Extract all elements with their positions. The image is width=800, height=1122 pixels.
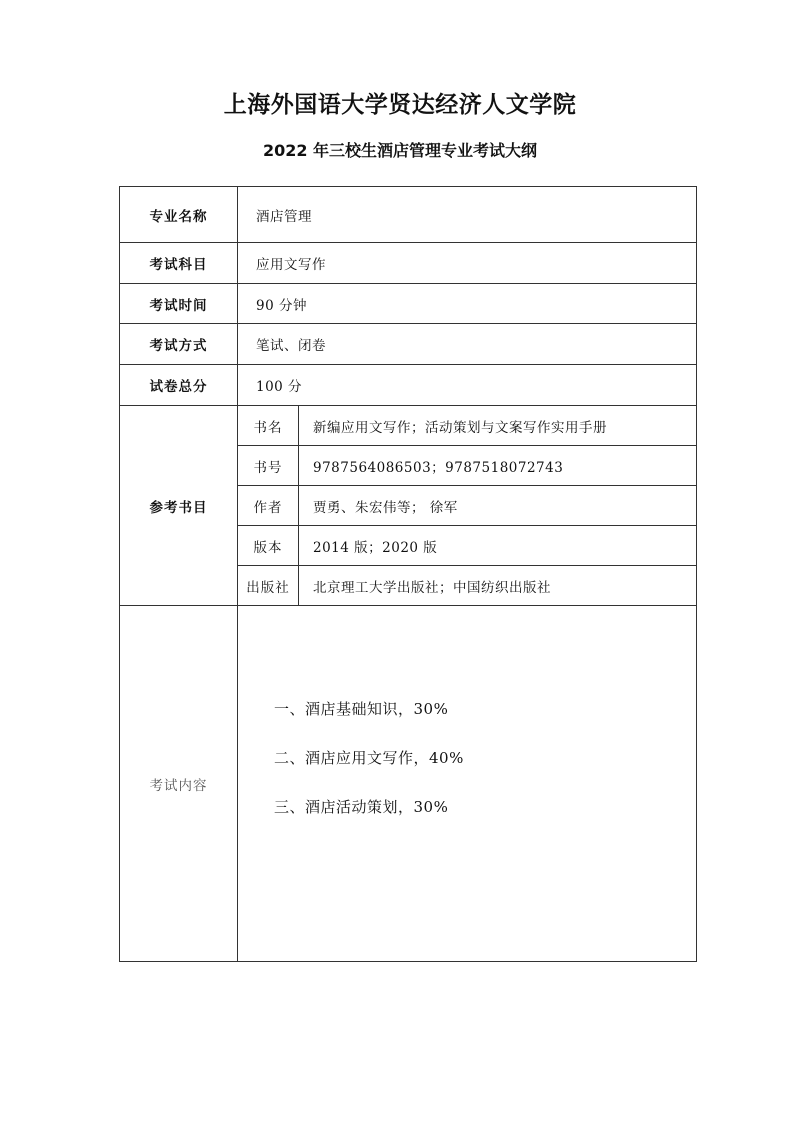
list-item: 一、酒店基础知识，30% <box>274 700 449 718</box>
value-book-title: 新编应用文写作；活动策划与文案写作实用手册 <box>299 406 697 446</box>
table-row-format <box>120 324 697 365</box>
content-list <box>274 698 464 845</box>
document-subtitle: 2022 年三校生酒店管理专业考试大纲 <box>262 141 538 160</box>
value-format: 笔试、闭卷 <box>238 324 697 365</box>
label-references: 参考书目 <box>120 406 238 606</box>
value-isbn: 9787564086503；9787518072743 <box>299 446 697 486</box>
label-publisher: 出版社 <box>238 566 299 606</box>
label-author: 作者 <box>238 486 299 526</box>
label-book-title: 书名 <box>238 406 299 446</box>
label-duration: 考试时间 <box>120 284 238 324</box>
list-item: 二、酒店应用文写作，40% <box>274 749 464 767</box>
label-total-score: 试卷总分 <box>120 365 238 406</box>
exam-outline-table <box>119 186 697 962</box>
value-major: 酒店管理 <box>238 187 697 243</box>
table-row-content <box>120 606 697 962</box>
content-cell <box>238 606 697 962</box>
label-subject: 考试科目 <box>120 243 238 284</box>
table-row-duration <box>120 284 697 324</box>
value-duration: 90 分钟 <box>238 284 697 324</box>
value-total-score: 100 分 <box>238 365 697 406</box>
value-publisher: 北京理工大学出版社；中国纺织出版社 <box>299 566 697 606</box>
label-major: 专业名称 <box>120 187 238 243</box>
table-row-book-title <box>120 406 697 446</box>
label-format: 考试方式 <box>120 324 238 365</box>
list-item: 三、酒店活动策划，30% <box>274 798 449 816</box>
value-edition: 2014 版；2020 版 <box>299 526 697 566</box>
value-author: 贾勇、朱宏伟等； 徐军 <box>299 486 697 526</box>
value-subject: 应用文写作 <box>238 243 697 284</box>
table-row-subject <box>120 243 697 284</box>
table-row-major <box>120 187 697 243</box>
label-isbn: 书号 <box>238 446 299 486</box>
label-edition: 版本 <box>238 526 299 566</box>
label-content: 考试内容 <box>120 606 238 962</box>
table-row-total-score <box>120 365 697 406</box>
document-title: 上海外国语大学贤达经济人文学院 <box>223 92 577 118</box>
